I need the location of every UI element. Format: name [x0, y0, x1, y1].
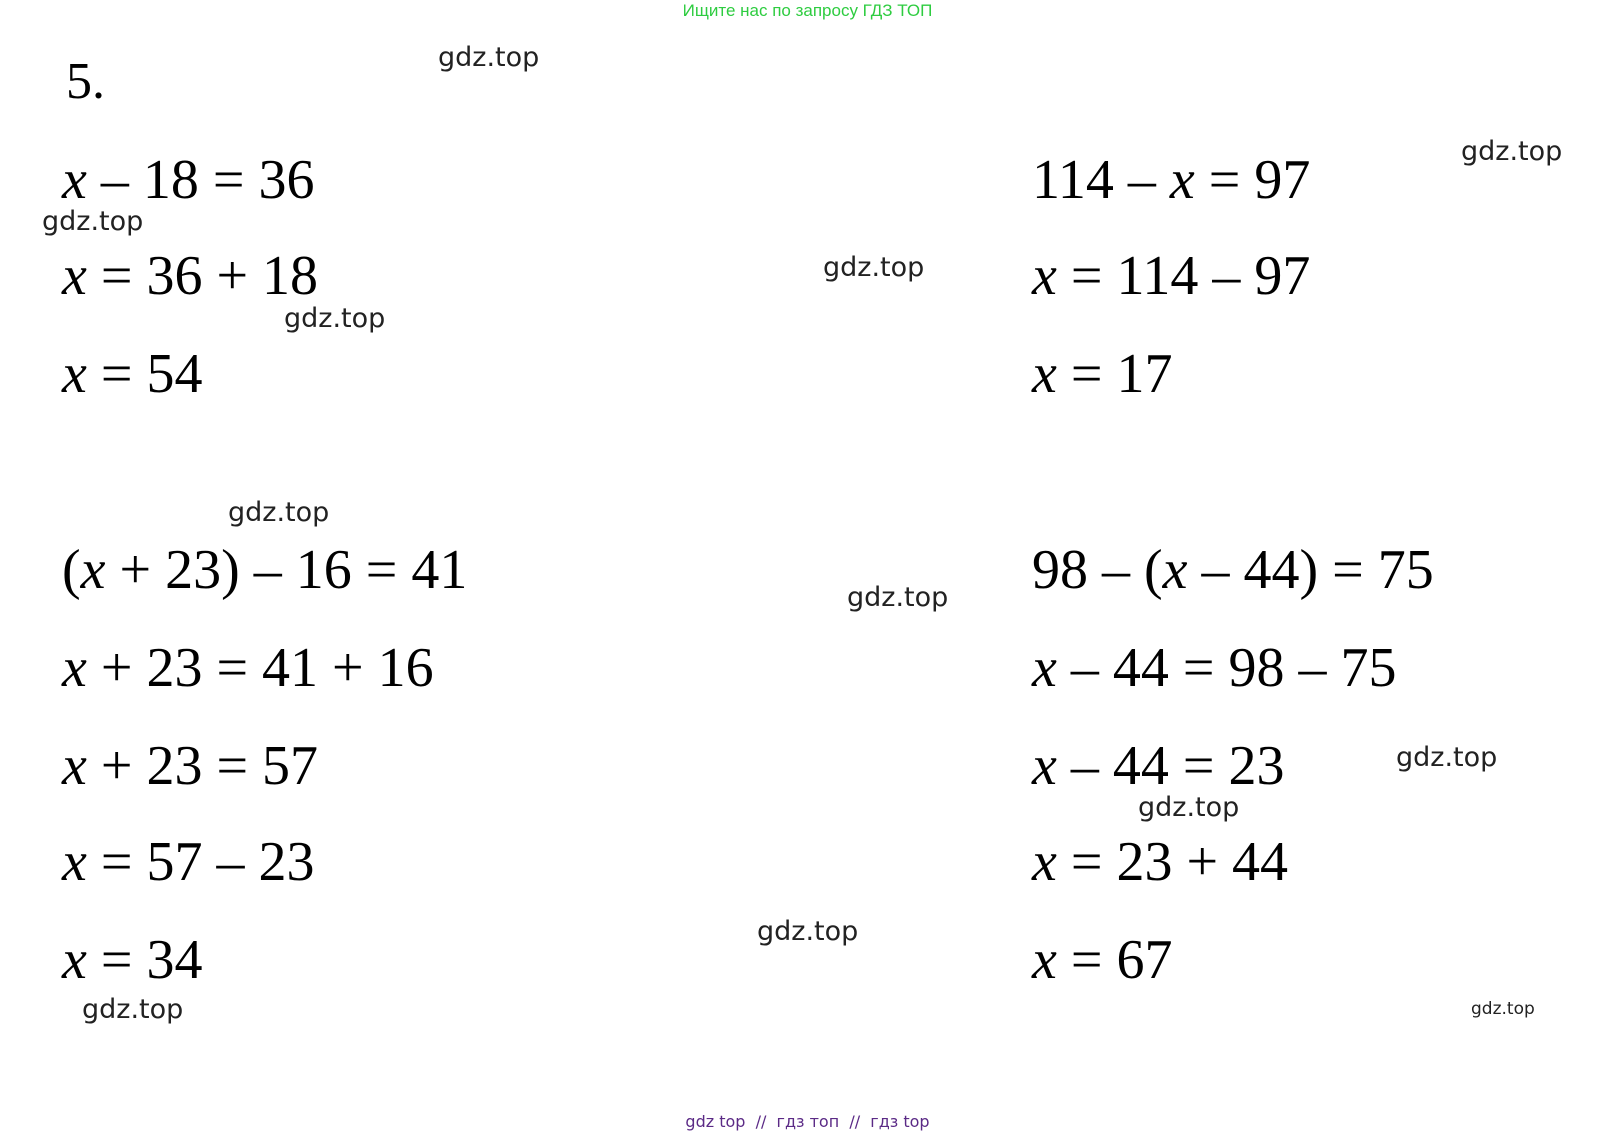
equation-c-line-2: x + 23 = 41 + 16: [62, 637, 434, 699]
watermark: gdz.top: [284, 303, 386, 334]
search-hint-banner: [0, 0, 1615, 22]
equation-d-line-3: x – 44 = 23: [1032, 735, 1285, 797]
equation-c-line-4: x = 57 – 23: [62, 831, 315, 893]
equation-c-line-1: (x + 23) – 16 = 41: [62, 539, 468, 601]
watermark: gdz.top: [847, 582, 949, 613]
watermark: gdz.top: [1471, 999, 1535, 1019]
watermark: gdz.top: [1396, 742, 1498, 773]
equation-a-line-1: x – 18 = 36: [62, 149, 315, 211]
equation-a-line-3: x = 54: [62, 343, 203, 405]
equation-d-line-4: x = 23 + 44: [1032, 831, 1289, 893]
watermark: gdz.top: [823, 252, 925, 283]
footer-links: [0, 1112, 1615, 1132]
watermark: gdz.top: [438, 42, 540, 73]
search-hint-text: Ищите нас по запросу ГДЗ ТОП: [682, 1, 933, 20]
equation-d-line-5: x = 67: [1032, 929, 1173, 991]
equation-c-line-3: x + 23 = 57: [62, 735, 319, 797]
watermark: gdz.top: [228, 497, 330, 528]
equation-a-line-2: x = 36 + 18: [62, 245, 319, 307]
equation-b-line-3: x = 17: [1032, 343, 1173, 405]
equation-b-line-1: 114 – x = 97: [1032, 149, 1311, 211]
watermark: gdz.top: [757, 916, 859, 947]
task-number: 5.: [66, 53, 105, 110]
footer-text: gdz top // гдз топ // гдз top: [685, 1112, 930, 1131]
equation-d-line-2: x – 44 = 98 – 75: [1032, 637, 1397, 699]
watermark: gdz.top: [42, 206, 144, 237]
equation-b-line-2: x = 114 – 97: [1032, 245, 1311, 307]
watermark: gdz.top: [82, 994, 184, 1025]
equation-c-line-5: x = 34: [62, 929, 203, 991]
equation-d-line-1: 98 – (x – 44) = 75: [1032, 539, 1434, 601]
watermark: gdz.top: [1138, 792, 1240, 823]
watermark: gdz.top: [1461, 136, 1563, 167]
